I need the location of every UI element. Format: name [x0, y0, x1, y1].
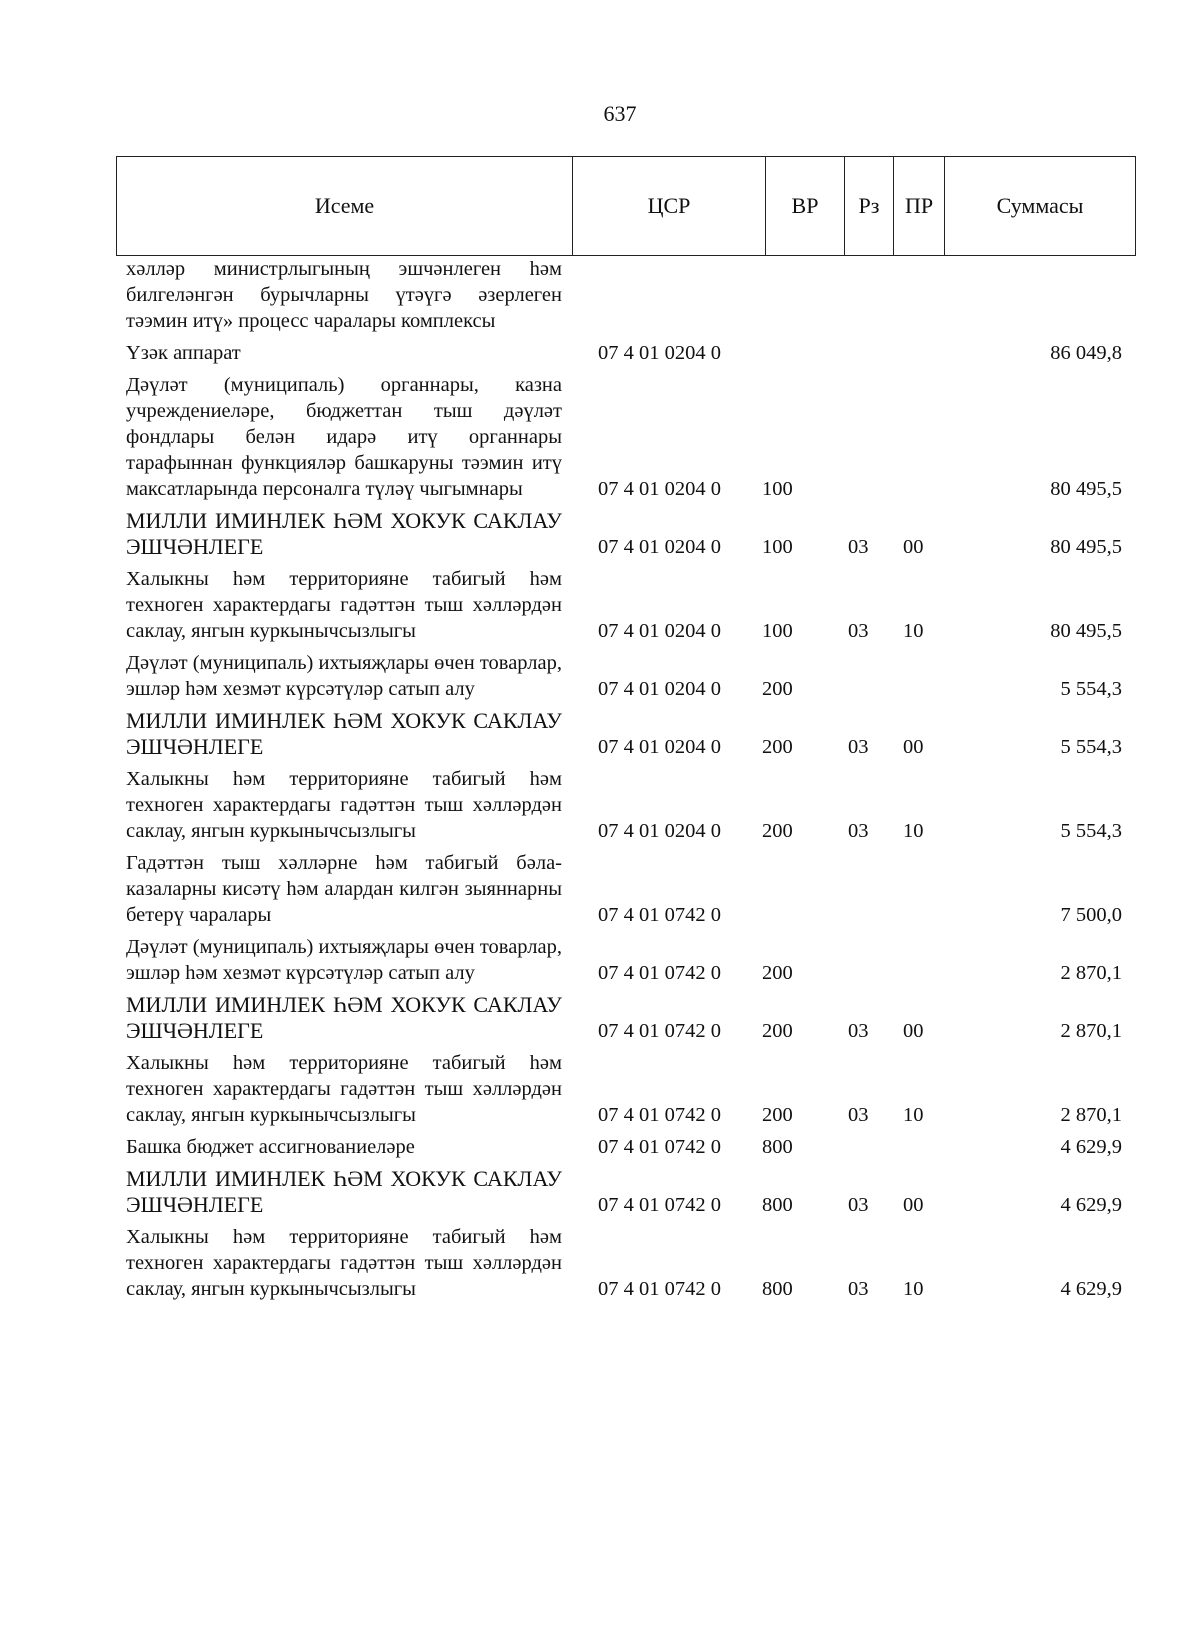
row-sum: 2 870,1 — [1060, 1020, 1122, 1042]
row-sum: 5 554,3 — [1060, 678, 1122, 700]
row-rz: 03 — [848, 536, 869, 558]
row-csr: 07 4 01 0742 0 — [598, 1136, 721, 1158]
row-sum: 4 629,9 — [1060, 1194, 1122, 1216]
row-pr: 00 — [903, 1194, 924, 1216]
row-csr: 07 4 01 0742 0 — [598, 962, 721, 984]
row-rz: 03 — [848, 620, 869, 642]
row-csr: 07 4 01 0742 0 — [598, 1194, 721, 1216]
row-name: Үзәк аппарат — [126, 342, 241, 364]
row-sum: 2 870,1 — [1060, 962, 1122, 984]
row-csr: 07 4 01 0204 0 — [598, 342, 721, 364]
row-rz: 03 — [848, 1278, 869, 1300]
row-sum: 86 049,8 — [1050, 342, 1122, 364]
row-csr: 07 4 01 0204 0 — [598, 678, 721, 700]
row-csr: 07 4 01 0742 0 — [598, 1278, 721, 1300]
row-name: Халыкны һәм территорияне табигый һәм техноген характердагы гадәттән тыш хәлләрдән саклау, янгын куркынычсызлыгы — [126, 1226, 562, 1300]
table-header — [116, 156, 1136, 256]
table-row — [116, 1166, 1136, 1218]
table-row — [116, 256, 1136, 334]
row-sum: 80 495,5 — [1050, 620, 1122, 642]
row-name: МИЛЛИ ИМИНЛЕК ҺӘМ ХОКУК САКЛАУ ЭШЧӘНЛЕГЕ — [126, 708, 562, 759]
table-row — [116, 650, 1136, 702]
row-csr: 07 4 01 0204 0 — [598, 620, 721, 642]
row-vr: 200 — [762, 820, 793, 842]
row-pr: 00 — [903, 536, 924, 558]
table-row — [116, 1050, 1136, 1128]
table-body — [116, 256, 1136, 1302]
row-pr: 10 — [903, 1278, 924, 1300]
row-name: МИЛЛИ ИМИНЛЕК ҺӘМ ХОКУК САКЛАУ ЭШЧӘНЛЕГЕ — [126, 1166, 562, 1217]
table-row — [116, 934, 1136, 986]
row-vr: 200 — [762, 1104, 793, 1126]
header-csr: ЦСР — [573, 157, 766, 255]
row-name: Дәүләт (муниципаль) органнары, казна учреждениеләре, бюджеттан тыш дәүләт фондлары белән идарә итү органнары тарафыннан функцияләр башкаруны тәэмин итү максатларында персоналга түләү чыгымнары — [126, 374, 562, 500]
row-vr: 800 — [762, 1278, 793, 1300]
table-row — [116, 566, 1136, 644]
row-csr: 07 4 01 0204 0 — [598, 820, 721, 842]
row-sum: 2 870,1 — [1060, 1104, 1122, 1126]
table-row — [116, 1134, 1136, 1160]
row-name: Халыкны һәм территорияне табигый һәм техноген характердагы гадәттән тыш хәлләрдән саклау, янгын куркынычсызлыгы — [126, 568, 562, 642]
header-pr: ПР — [894, 157, 945, 255]
row-csr: 07 4 01 0204 0 — [598, 536, 721, 558]
row-pr: 00 — [903, 1020, 924, 1042]
table-row — [116, 1224, 1136, 1302]
row-rz: 03 — [848, 736, 869, 758]
row-csr: 07 4 01 0742 0 — [598, 1020, 721, 1042]
page-number: 637 — [603, 101, 637, 126]
row-sum: 5 554,3 — [1060, 736, 1122, 758]
row-name: Халыкны һәм территорияне табигый һәм техноген характердагы гадәттән тыш хәлләрдән саклау, янгын куркынычсызлыгы — [126, 768, 562, 842]
row-sum: 80 495,5 — [1050, 478, 1122, 500]
table-row — [116, 992, 1136, 1044]
header-vr: ВР — [766, 157, 845, 255]
header-rz: Рз — [845, 157, 894, 255]
row-vr: 800 — [762, 1136, 793, 1158]
row-name: Гадәттән тыш хәлләрне һәм табигый бәла-казаларны кисәтү һәм алардан килгән зыяннарны бетерү чаралары — [126, 852, 562, 926]
row-vr: 100 — [762, 620, 793, 642]
row-pr: 10 — [903, 820, 924, 842]
table-row — [116, 340, 1136, 366]
row-pr: 10 — [903, 620, 924, 642]
row-vr: 100 — [762, 536, 793, 558]
header-sum: Суммасы — [996, 193, 1084, 218]
row-csr: 07 4 01 0742 0 — [598, 1104, 721, 1126]
row-vr: 100 — [762, 478, 793, 500]
row-rz: 03 — [848, 1194, 869, 1216]
row-name: МИЛЛИ ИМИНЛЕК ҺӘМ ХОКУК САКЛАУ ЭШЧӘНЛЕГЕ — [126, 992, 562, 1043]
table-row — [116, 850, 1136, 928]
row-vr: 200 — [762, 736, 793, 758]
row-vr: 800 — [762, 1194, 793, 1216]
row-sum: 4 629,9 — [1060, 1278, 1122, 1300]
table-row — [116, 508, 1136, 560]
row-pr: 00 — [903, 736, 924, 758]
table-row — [116, 766, 1136, 844]
row-name: Башка бюджет ассигнованиеләре — [126, 1136, 415, 1158]
header-name: Исеме — [117, 157, 573, 255]
row-name: Дәүләт (муниципаль) ихтыяҗлары өчен товарлар, эшләр һәм хезмәт күрсәтүләр сатып алу — [126, 652, 562, 700]
table-row — [116, 372, 1136, 502]
row-name: Дәүләт (муниципаль) ихтыяҗлары өчен товарлар, эшләр һәм хезмәт күрсәтүләр сатып алу — [126, 936, 562, 984]
row-csr: 07 4 01 0204 0 — [598, 478, 721, 500]
row-rz: 03 — [848, 1020, 869, 1042]
row-vr: 200 — [762, 962, 793, 984]
row-name: Халыкны һәм территорияне табигый һәм техноген характердагы гадәттән тыш хәлләрдән саклау, янгын куркынычсызлыгы — [126, 1052, 562, 1126]
row-vr: 200 — [762, 678, 793, 700]
row-sum: 4 629,9 — [1060, 1136, 1122, 1158]
row-sum: 5 554,3 — [1060, 820, 1122, 842]
row-vr: 200 — [762, 1020, 793, 1042]
row-rz: 03 — [848, 1104, 869, 1126]
row-name: МИЛЛИ ИМИНЛЕК ҺӘМ ХОКУК САКЛАУ ЭШЧӘНЛЕГЕ — [126, 508, 562, 559]
row-sum: 7 500,0 — [1060, 904, 1122, 926]
row-csr: 07 4 01 0742 0 — [598, 904, 721, 926]
row-sum: 80 495,5 — [1050, 536, 1122, 558]
row-rz: 03 — [848, 820, 869, 842]
row-pr: 10 — [903, 1104, 924, 1126]
table-row — [116, 708, 1136, 760]
row-csr: 07 4 01 0204 0 — [598, 736, 721, 758]
row-name: хәлләр министрлыгының эшчәнлеген һәм билгеләнгән бурычларны үтәүгә әзерлеген тәэмин итү» процесс чаралары комплексы — [126, 258, 562, 332]
